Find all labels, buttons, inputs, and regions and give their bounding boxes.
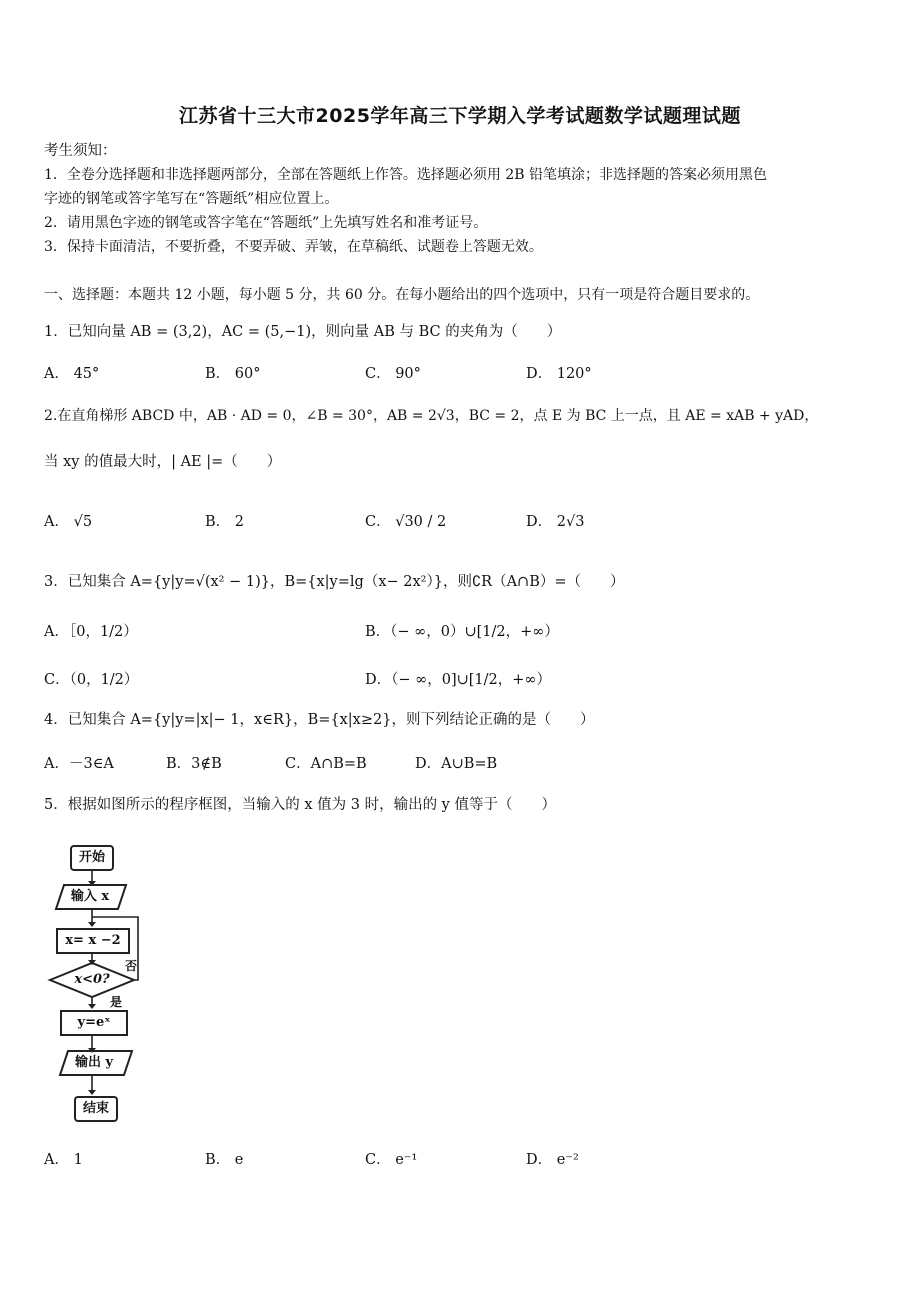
q1-option-b: B． 60° [205,366,261,382]
q2-option-b: B． 2 [205,514,244,530]
flowchart [46,835,156,1125]
flowchart-assign: y=eˣ [60,1010,128,1036]
section-heading: 一、选择题：本题共 12 小题，每小题 5 分，共 60 分。在每小题给出的四个选项中，只有一项是符合题目要求的。 [44,287,760,303]
q2-stem: 2.在直角梯形 ABCD 中，AB · AD = 0，∠B = 30°，AB = 2√3，BC = 2，点 E 为 BC 上一点，且 AE = xAB + yAD， [44,408,819,424]
q5-stem: 5．根据如图所示的程序框图，当输入的 x 值为 3 时，输出的 y 值等于（ ） [44,797,556,813]
q4-stem: 4．已知集合 A={y|y=|x|− 1，x∈R}，B={x|x≥2}，则下列结论正确的是（ ） [44,712,595,728]
q5-option-a: A． 1 [44,1152,83,1168]
flowchart-yes-label: 是 [110,995,123,1009]
q2-option-d: D． 2√3 [526,514,585,530]
q4-option-d: D．A∪B=B [415,756,498,772]
q3-option-c: C．（0，1/2） [44,672,139,688]
flowchart-output: 输出 y [74,1055,114,1070]
q5-option-b: B． e [205,1152,244,1168]
q1-option-d: D． 120° [526,366,592,382]
q2-stem-2: 当 xy 的值最大时，| AE |=（ ） [44,454,282,470]
flowchart-decision: x<0? [74,972,110,987]
q5-option-c: C． e⁻¹ [365,1152,418,1168]
notice-line-2: 2．请用黑色字迹的钢笔或答字笔在“答题纸”上先填写姓名和准考证号。 [44,215,488,231]
notice-line-1b: 字迹的钢笔或答字笔写在“答题纸”相应位置上。 [44,191,339,207]
q1-option-c: C． 90° [365,366,421,382]
q4-option-a: A．－3∈A [44,756,114,772]
q3-stem: 3．已知集合 A={y|y=√(x² − 1)}，B={x|y=lg（x− 2x²）}，则∁R（A∩B）=（ ） [44,574,625,590]
q5-option-d: D． e⁻² [526,1152,579,1168]
q2-option-c: C． √30 / 2 [365,514,447,530]
flowchart-input: 输入 x [70,889,110,904]
q3-option-a: A．［0，1/2） [44,624,138,640]
flowchart-no-label: 否 [125,959,138,973]
notice-line-3: 3．保持卡面清洁，不要折叠，不要弄破、弄皱，在草稿纸、试题卷上答题无效。 [44,239,543,255]
notice-line-1a: 1．全卷分选择题和非选择题两部分，全部在答题纸上作答。选择题必须用 2B 铅笔填涂；非选择题的答案必须用黑色 [44,167,767,183]
flowchart-process: x= x −2 [56,928,130,954]
q4-option-b: B．3∉B [166,756,222,772]
q4-option-c: C．A∩B=B [285,756,367,772]
notice-heading: 考生须知： [44,143,117,159]
q1-option-a: A． 45° [44,366,100,382]
flowchart-start: 开始 [70,845,114,871]
page-title: 江苏省十三大市2025学年高三下学期入学考试题数学试题理试题 [179,105,741,127]
flowchart-end: 结束 [74,1096,118,1122]
q3-option-d: D．（− ∞，0]∪[1/2，+∞） [365,672,551,688]
q1-stem: 1．已知向量 AB = (3,2)，AC = (5,−1)，则向量 AB 与 BC 的夹角为（ ） [44,324,562,340]
q3-option-b: B．（− ∞，0）∪[1/2，+∞） [365,624,559,640]
q2-option-a: A． √5 [44,514,93,530]
